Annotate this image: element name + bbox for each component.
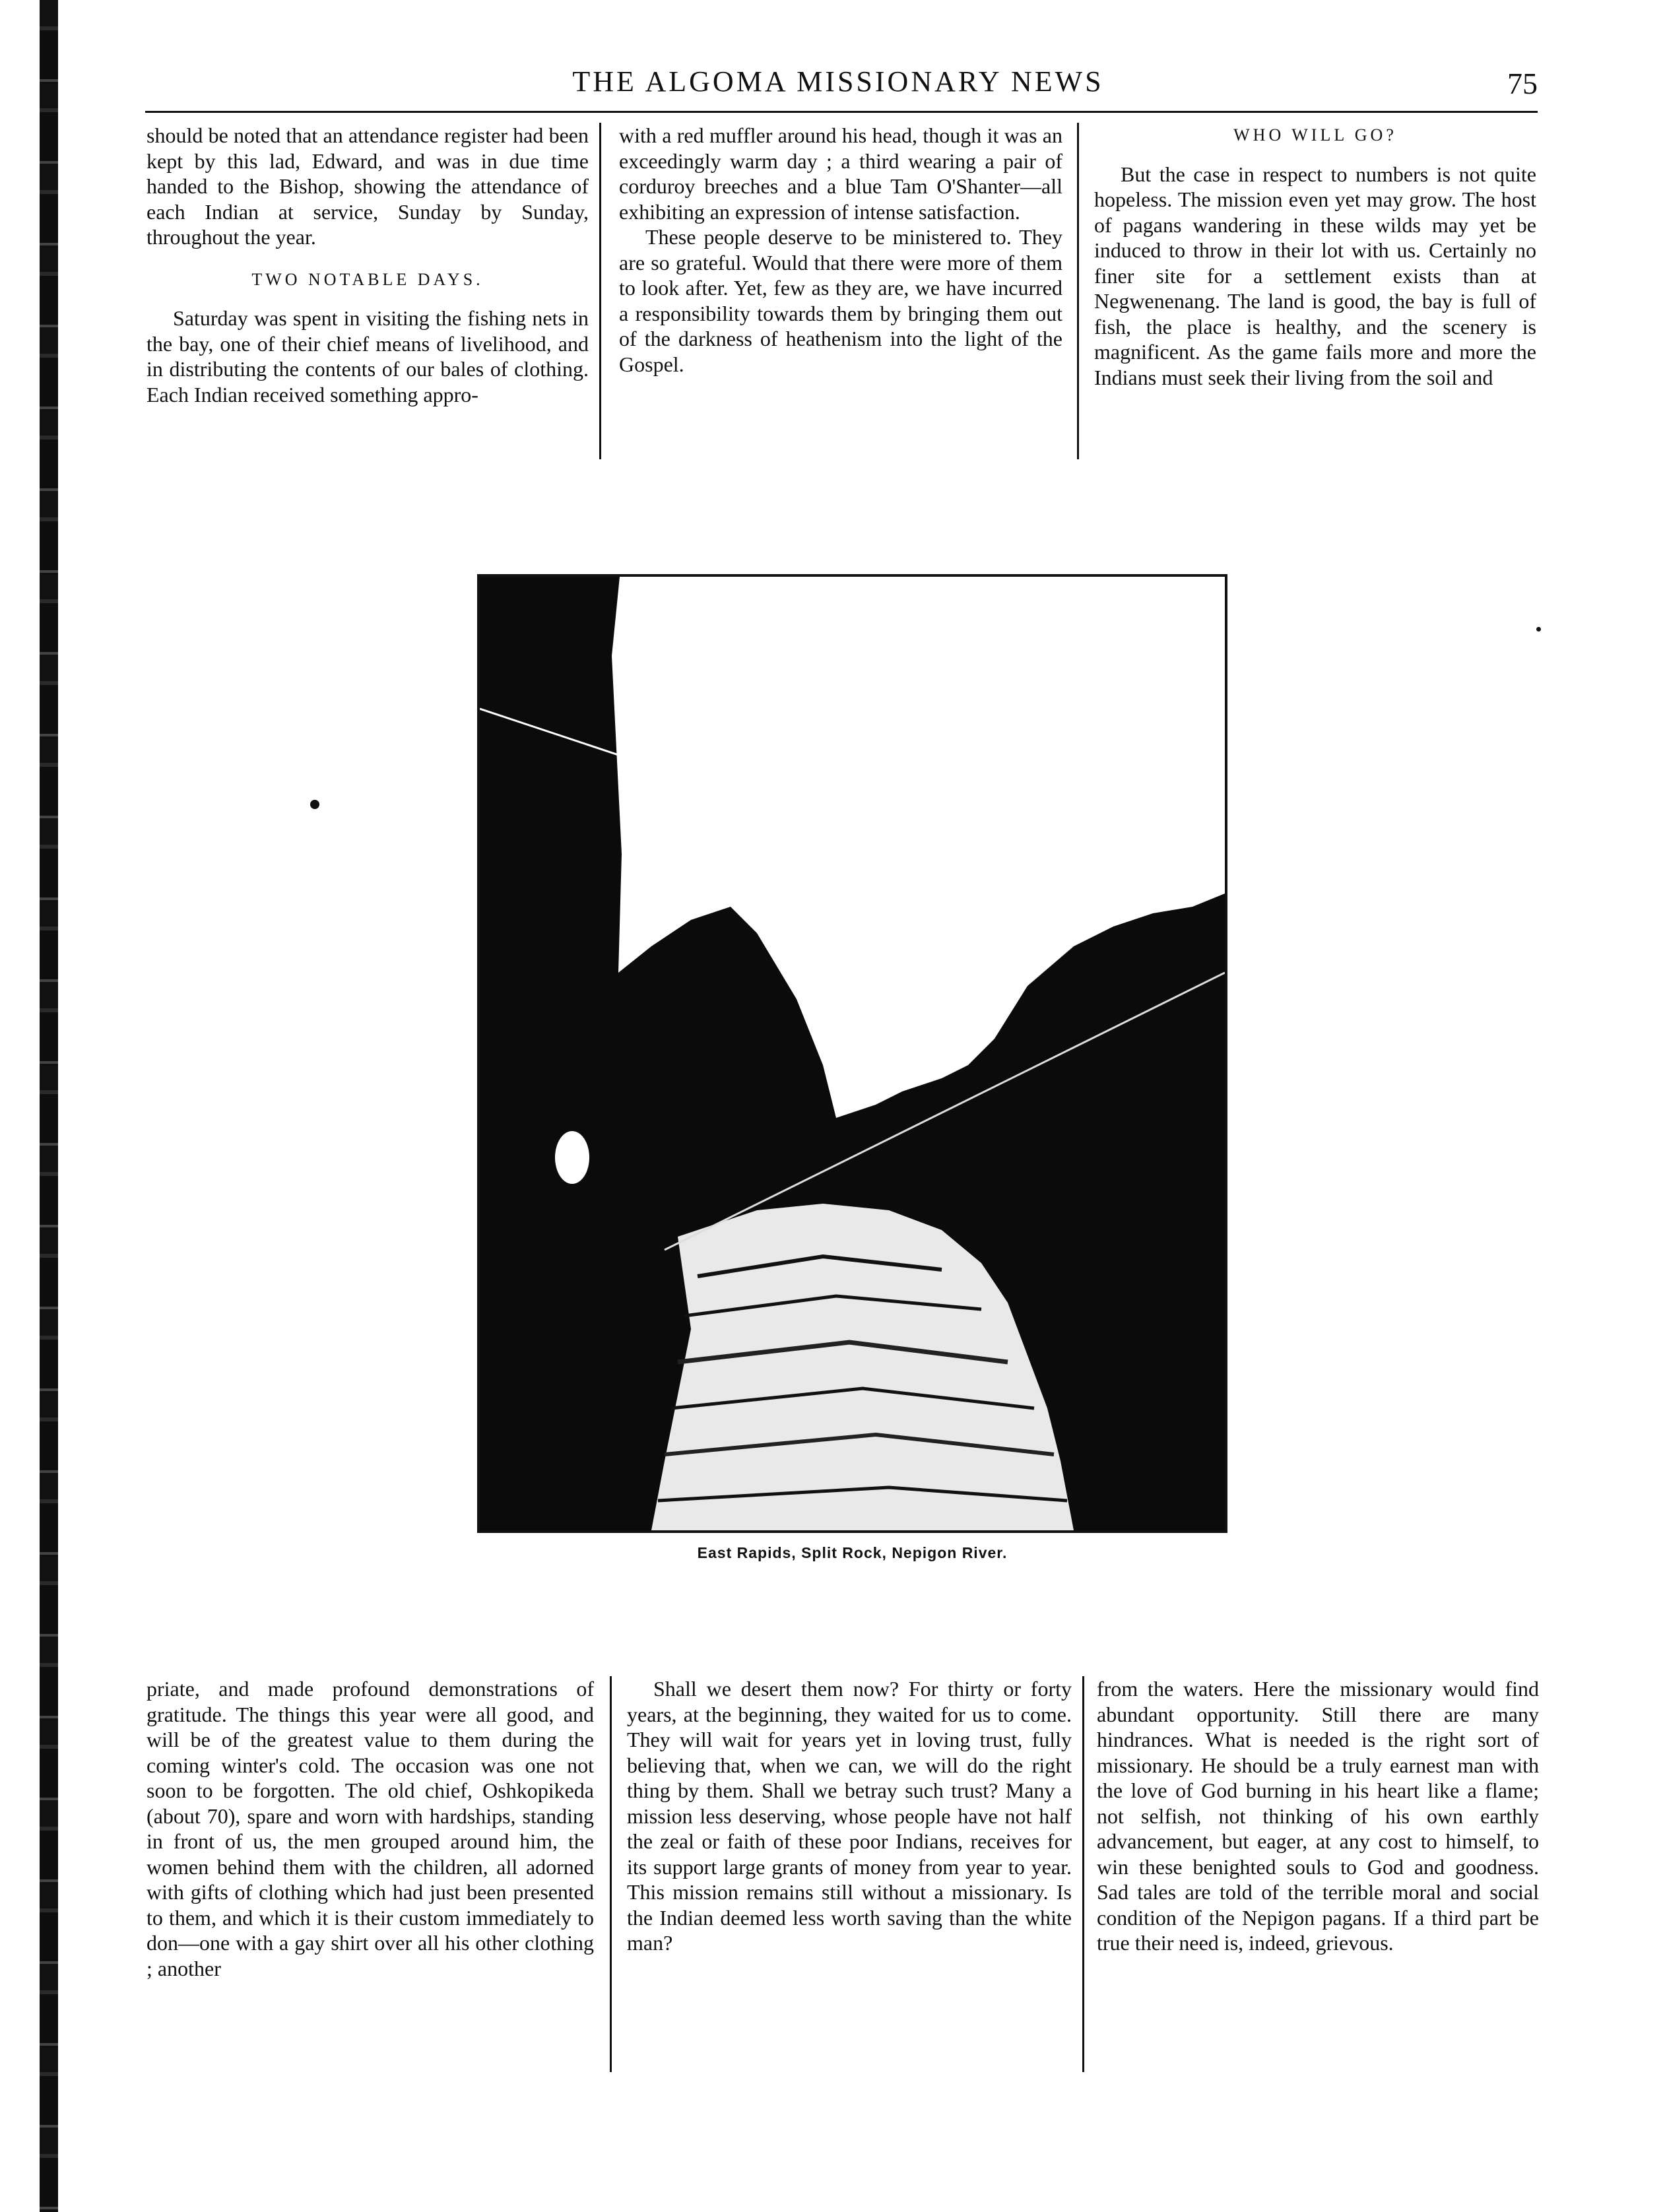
page-header <box>139 65 1538 111</box>
paragraph: But the case in respect to numbers is not quite hopeless. The mission even yet may grow. The host of pagans wandering in these wilds may yet be induced to throw in their lot with us. Certainly no finer site for a settlement exists than at Negwenenang. The land is good, the bay is full of fish, the place is healthy, and the scenery is magnificent. As the game fails more and more the Indians must seek their living from the soil and <box>1094 162 1536 389</box>
page-number: 75 <box>1507 67 1538 100</box>
header-rule <box>145 111 1538 113</box>
paragraph: should be noted that an attendance register had been kept by this lad, Edward, and was in due time handed to the Bishop, showing the attendance of each Indian at service, Sunday by Sunday, throughout the year. <box>147 123 589 249</box>
column-divider <box>1082 1676 1084 2072</box>
top-column-1 <box>147 123 589 407</box>
bottom-column-3 <box>1097 1676 1539 1956</box>
bottom-column-1 <box>147 1676 594 1981</box>
paragraph: with a red muffler around his head, though it was an exceedingly warm day ; a third wearing a pair of corduroy breeches and a blue Tam O'Shanter—all exhibiting an expression of intense satisfaction. <box>619 123 1062 224</box>
paragraph: from the waters. Here the missionary would find abundant opportunity. Still there are many hindrances. What is needed is the right sort of missionary. He should be a truly earnest man with the love of God burning in his heart like a flame; not selfish, not thinking of his own earthly advancement, but eager, at any cost to himself, to win these benighted souls to God and goodness. Sad tales are told of the terrible moral and social condition of the Nepigon pagans. If a third part be true their need is, indeed, grievous. <box>1097 1677 1539 1955</box>
photo-caption: East Rapids, Split Rock, Nepigon River. <box>697 1544 1008 1561</box>
paragraph: priate, and made profound demonstrations of gratitude. The things this year were all good, and will be of the greatest value to them during the coming winter's cold. The occasion was one not soon to be forgotten. The old chief, Oshkopikeda (about 70), spare and worn with hardships, standing in front of us, the men grouped around him, the women behind them with the children, all adorned with gifts of clothing which had just been presented to them, and which it is their custom immediately to don—one with a gay shirt over all his other clothing ; another <box>147 1677 594 1980</box>
photograph-east-rapids <box>477 574 1227 1533</box>
bottom-column-2 <box>627 1676 1072 1956</box>
paragraph: Saturday was spent in visiting the fishing nets in the bay, one of their chief means of livelihood, and in distributing the contents of our bales of clothing. Each Indian received something appro- <box>147 306 589 407</box>
column-divider <box>610 1676 612 2072</box>
binding-edge <box>40 0 58 2212</box>
paragraph: Shall we desert them now? For thirty or forty years, at the beginning, they waited for us to come. They will wait for years yet in loving trust, fully believing that, when we can, we will do the right thing by them. Shall we betray such trust? Many a mission less deserving, whose people have not half the zeal or faith of these poor Indians, receives for its support large grants of money from year to year. This mission remains still without a missionary. Is the Indian deemed less worth saving than the white man? <box>627 1677 1072 1955</box>
publication-title: THE ALGOMA MISSIONARY NEWS <box>572 65 1104 98</box>
section-heading: TWO NOTABLE DAYS. <box>251 269 484 289</box>
top-column-2 <box>619 123 1062 377</box>
top-column-3 <box>1094 123 1536 390</box>
ink-speck <box>310 800 319 809</box>
column-divider <box>1077 123 1079 459</box>
ink-speck <box>1536 627 1541 632</box>
section-heading: WHO WILL GO? <box>1233 125 1397 145</box>
paragraph: These people deserve to be ministered to. They are so grateful. Would that there were more of them to look after. Yet, few as they are, we have incurred a responsibility towards them by bringing them out of the darkness of heathenism into the light of the Gospel. <box>619 225 1062 376</box>
column-divider <box>599 123 601 459</box>
